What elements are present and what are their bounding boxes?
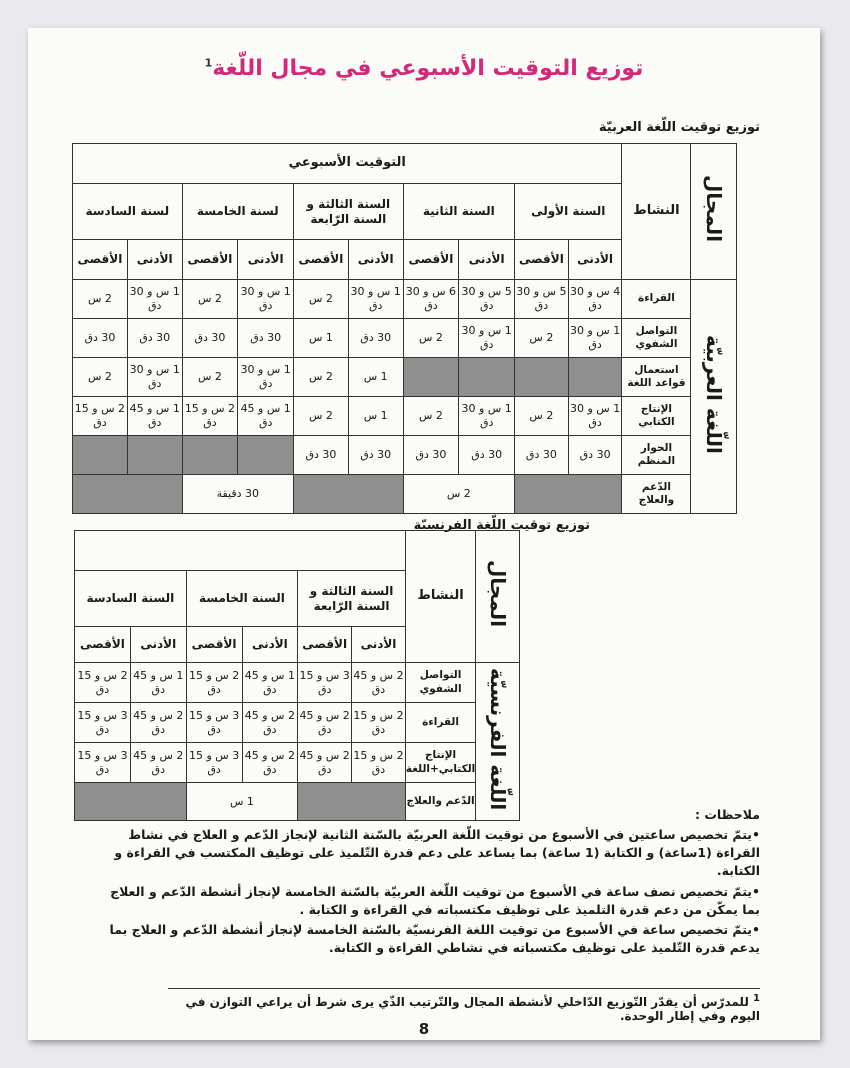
value-cell: 1 س و 30 دق [568, 397, 622, 436]
page-number: 8 [418, 1020, 430, 1038]
max-header: الأقصى [298, 627, 352, 663]
field-label: اللّغة العربيّة [702, 335, 727, 455]
table-row [73, 397, 737, 436]
value-cell: 30 دق [459, 436, 515, 475]
max-header: الأقصى [186, 627, 242, 663]
year-header: السنة الثانية [403, 184, 515, 240]
table-row [73, 319, 737, 358]
value-cell: 2 س و 45 دق [352, 663, 406, 703]
max-header: الأقصى [403, 240, 459, 280]
value-cell: 1 س [348, 397, 403, 436]
value-cell: 30 دق [127, 319, 182, 358]
value-cell: 5 س و 30 دق [515, 280, 569, 319]
footnote: $^1$ للمدرّس أن يقدّر التّوزيع الدّاخلي لأنشطة المجال والتّرتيب الذّي يرى شرط أن يراعي التوازن في اليوم وفي إطار الوحدة. [168, 988, 760, 1023]
shaded-cell [73, 475, 183, 514]
year-header: السنة الأولى [515, 184, 622, 240]
activity-cell: الدّعم والعلاج [405, 783, 475, 821]
min-header: الأدنى [352, 627, 406, 663]
year-header: لسنة السادسة [73, 184, 183, 240]
note-3: •يتمّ تخصيص ساعة في الأسبوع من توقيت اللغة الفرنسيّة بالسّنة الخامسة لإنجاز أنشطة الدّعم و العلاج بما يدعم قدرة التّلميذ على توظيف مكتسباته في نشاطي القراءة و الكتابة. [109, 921, 760, 955]
value-cell: 2 س [73, 280, 128, 319]
value-cell: 2 س و 15 دق [73, 397, 128, 436]
value-cell: 30 دق [403, 436, 459, 475]
fr-header-activity: النشاط [405, 531, 475, 663]
value-cell: 2 س و 45 دق [242, 703, 298, 743]
fr-header-empty [75, 531, 406, 571]
value-cell: 2 س [182, 280, 238, 319]
value-cell: 30 دق [348, 319, 403, 358]
value-cell: 6 س و 30 دق [403, 280, 459, 319]
value-cell: 2 س و 15 دق [186, 663, 242, 703]
value-cell: 1 س و 30 دق [238, 280, 294, 319]
max-header: الأقصى [294, 240, 349, 280]
min-header: الأدنى [130, 627, 186, 663]
table-row [73, 358, 737, 397]
year-header: السنة الثالثة و السنة الرّابعة [294, 184, 403, 240]
value-cell: 30 دق [238, 319, 294, 358]
value-cell: 2 س [294, 397, 349, 436]
year-header: لسنة الخامسة [182, 184, 294, 240]
value-cell: 1 س و 30 دق [459, 397, 515, 436]
value-cell: 30 دق [73, 319, 128, 358]
max-header: الأقصى [73, 240, 128, 280]
table-row [75, 743, 520, 783]
value-cell: 2 س [182, 358, 238, 397]
french-timing-table [74, 530, 520, 821]
note-2: •يتمّ تخصيص نصف ساعة في الأسبوع من توقيت اللّغة العربيّة بالسّنة الخامسة لإنجاز أنشطة الدّعم و العلاج بما يمكّن من دعم قدرة التلميذ على توظيف مكتسباته في القراءة و الكتابة . [110, 883, 760, 917]
header-field: المجال [691, 144, 737, 280]
activity-cell: الإنتاج الكتابي [622, 397, 691, 436]
min-header: الأدنى [348, 240, 403, 280]
value-cell: 2 س و 45 دق [130, 703, 186, 743]
table-row [73, 475, 737, 514]
value-cell: 2 س [73, 358, 128, 397]
table-row [73, 436, 737, 475]
value-cell: 1 س و 45 دق [238, 397, 294, 436]
value-cell [403, 358, 459, 397]
shaded-cell [515, 475, 622, 514]
value-cell: 2 س [403, 397, 459, 436]
value-cell: 30 دق [515, 436, 569, 475]
value-cell: 2 س و 45 دق [298, 703, 352, 743]
remedial-2h: 2 س [403, 475, 515, 514]
shaded-cell [294, 475, 403, 514]
field-cell [476, 663, 520, 821]
value-cell: 2 س [403, 319, 459, 358]
value-cell: 1 س و 30 دق [459, 319, 515, 358]
activity-cell: القراءة [622, 280, 691, 319]
value-cell: 2 س و 15 دق [352, 743, 406, 783]
year-header: السنة الثالثة و السنة الرّابعة [298, 571, 406, 627]
value-cell: 2 س و 45 دق [130, 743, 186, 783]
value-cell [182, 436, 238, 475]
activity-cell: التواصل الشفوي [622, 319, 691, 358]
value-cell: 1 س و 30 دق [348, 280, 403, 319]
value-cell: 1 س و 45 دق [130, 663, 186, 703]
min-header: الأدنى [238, 240, 294, 280]
value-cell: 2 س [294, 358, 349, 397]
value-cell: 1 س [348, 358, 403, 397]
value-cell: 1 س [294, 319, 349, 358]
value-cell [238, 436, 294, 475]
value-cell: 2 س [294, 280, 349, 319]
value-cell: 30 دق [294, 436, 349, 475]
max-header: الأقصى [182, 240, 238, 280]
page-title: توزيع التوقيت الأسبوعي في مجال اللّغة$^1$ [204, 56, 644, 81]
remedial-30min: 30 دقيقة [182, 475, 294, 514]
value-cell: 2 س [515, 397, 569, 436]
value-cell: 3 س و 15 دق [186, 743, 242, 783]
max-header: الأقصى [75, 627, 131, 663]
fr-header-field: المجال [476, 531, 520, 663]
document-page [28, 28, 820, 1040]
header-activity: النشاط [622, 144, 691, 280]
activity-cell: الإنتاج الكتابي+اللغة [405, 743, 475, 783]
value-cell: 1 س و 30 دق [127, 280, 182, 319]
value-cell: 2 س و 45 دق [298, 743, 352, 783]
value-cell: 2 س [515, 319, 569, 358]
value-cell [127, 436, 182, 475]
notes-title: ملاحظات : [694, 807, 760, 822]
value-cell [515, 358, 569, 397]
min-header: الأدنى [459, 240, 515, 280]
value-cell: 3 س و 15 دق [75, 703, 131, 743]
value-cell: 2 س و 15 دق [352, 703, 406, 743]
value-cell [568, 358, 622, 397]
french-section-heading: توزيع توقيت اللّغة الفرنسيّة [413, 518, 590, 533]
activity-cell: الحوار المنظم [622, 436, 691, 475]
value-cell: 1 س و 45 دق [127, 397, 182, 436]
value-cell: 2 س و 15 دق [75, 663, 131, 703]
min-header: الأدنى [127, 240, 182, 280]
value-cell: 1 س و 30 دق [238, 358, 294, 397]
min-header: الأدنى [242, 627, 298, 663]
activity-cell: استعمال قواعد اللغة [622, 358, 691, 397]
value-cell: 1 س و 30 دق [568, 319, 622, 358]
activity-cell: القراءة [405, 703, 475, 743]
table-row [75, 703, 520, 743]
value-cell: 30 دق [182, 319, 238, 358]
value-cell: 3 س و 15 دق [75, 743, 131, 783]
activity-cell: الدّعم والعلاج [622, 475, 691, 514]
table-row [75, 663, 520, 703]
year-header: السنة السادسة [75, 571, 187, 627]
year-header: السنة الخامسة [186, 571, 298, 627]
value-cell: 5 س و 30 دق [459, 280, 515, 319]
value-cell: 4 س و 30 دق [568, 280, 622, 319]
table-row [73, 280, 737, 319]
value-cell: 30 دق [568, 436, 622, 475]
value-cell: 3 س و 15 دق [186, 703, 242, 743]
value-cell: 3 س و 15 دق [298, 663, 352, 703]
activity-cell: التواصل الشفوي [405, 663, 475, 703]
notes-section [88, 806, 760, 959]
header-weekly-time: التوقيت الأسبوعي [73, 144, 622, 184]
arabic-section-heading: توزيع توقيت اللّغة العربيّة [598, 120, 760, 135]
value-cell: 1 س و 45 دق [242, 663, 298, 703]
value-cell: 30 دق [348, 436, 403, 475]
note-1: •يتمّ تخصيص ساعتين في الأسبوع من توقيت اللّغة العربيّة بالسّنة الثانية لإنجاز الدّعم و العلاج في نشاط القراءة (1ساعة) و الكتابة (1 ساعة) بما يساعد على دعم قدرة التّلميذ على توظيف المكتسب في القراءة و الكتابة. [114, 827, 760, 879]
value-cell: 2 س و 45 دق [242, 743, 298, 783]
field-label: اللّغة الفرنسيّة [486, 668, 511, 811]
arabic-timing-table [72, 143, 737, 514]
min-header: الأدنى [568, 240, 622, 280]
remedial-1h: 1 س [186, 783, 298, 821]
max-header: الأقصى [515, 240, 569, 280]
field-cell [691, 280, 737, 514]
value-cell [73, 436, 128, 475]
value-cell: 1 س و 30 دق [127, 358, 182, 397]
value-cell [459, 358, 515, 397]
value-cell: 2 س و 15 دق [182, 397, 238, 436]
